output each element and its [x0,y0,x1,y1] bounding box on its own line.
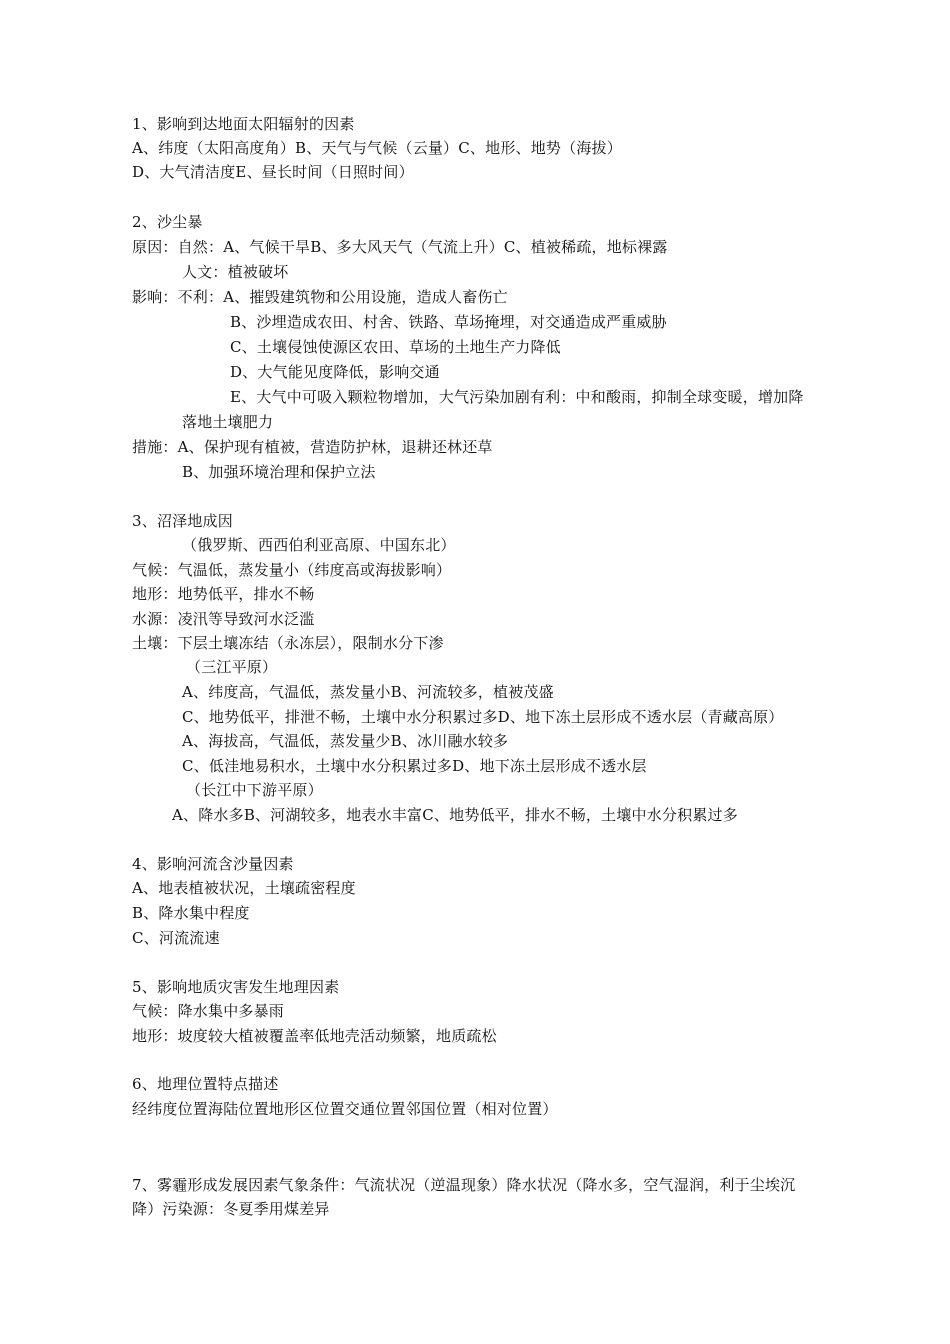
section-2-impact-c: C、土壤侵蚀使源区农田、草场的土地生产力降低 [230,338,561,356]
section-4-title: 4、影响河流含沙量因素 [132,855,294,873]
section-2-cause-human: 人文：植被破坏 [182,263,289,281]
section-2-measure-a: 措施：A、保护现有植被，营造防护林，退耕还林还草 [132,438,493,456]
section-3-water: 水源：凌汛等导致河水泛滥 [132,610,315,628]
section-4-item-c: C、河流流速 [132,929,220,947]
section-3-terrain: 地形：地势低平，排水不畅 [132,585,315,603]
section-2-impact-a: 影响：不利：A、摧毁建筑物和公用设施，造成人畜伤亡 [132,288,508,306]
section-3-region-2-cd: C、地势低平，排泄不畅，土壤中水分积累过多D、地下冻土层形成不透水层（青藏高原） [182,708,784,726]
section-2-impact-d: D、大气能见度降低，影响交通 [230,363,440,381]
section-3-region-4: （长江中下游平原） [186,781,323,799]
section-4-item-b: B、降水集中程度 [132,904,250,922]
section-5-terrain: 地形：坡度较大植被覆盖率低地壳活动频繁，地质疏松 [132,1027,497,1045]
section-7-line-2: 降）污染源：冬夏季用煤差异 [132,1200,330,1218]
section-2-impact-e: E、大气中可吸入颗粒物增加，大气污染加剧有利：中和酸雨，抑制全球变暖，增加降 [230,388,804,406]
section-3-title: 3、沼泽地成因 [132,512,233,530]
section-2-measure-b: B、加强环境治理和保护立法 [182,463,376,481]
section-6-title: 6、地理位置特点描述 [132,1075,279,1093]
section-2-title: 2、沙尘暴 [132,213,203,231]
section-3-region-4-line: A、降水多B、河湖较多，地表水丰富C、地势低平，排水不畅，土壤中水分积累过多 [172,806,738,824]
section-2-impact-b: B、沙埋造成农田、村舍、铁路、草场掩埋，对交通造成严重威胁 [230,313,667,331]
section-3-climate: 气候：气温低，蒸发量小（纬度高或海拔影响） [132,561,452,579]
section-3-soil: 土壤：下层土壤冻结（永冻层），限制水分下渗 [132,634,444,652]
section-2-cause-natural: 原因：自然：A、气候干旱B、多大风天气（气流上升）C、植被稀疏，地标裸露 [132,238,668,256]
section-1-line-2: D、大气清洁度E、昼长时间（日照时间） [132,163,414,181]
section-5-climate: 气候：降水集中多暴雨 [132,1002,285,1020]
section-1-line-1: A、纬度（太阳高度角）B、天气与气候（云量）C、地形、地势（海拔） [132,139,622,157]
section-4-item-a: A、地表植被状况，土壤疏密程度 [132,879,356,897]
section-3-region-3-ab: A、海拔高，气温低，蒸发量少B、冰川融水较多 [182,732,509,750]
section-3-region-1: （俄罗斯、西西伯利亚高原、中国东北） [182,536,456,554]
section-3-region-2: （三江平原） [186,658,278,676]
section-2-impact-e-cont: 落地土壤肥力 [182,413,274,431]
section-6-line: 经纬度位置海陆位置地形区位置交通位置邻国位置（相对位置） [132,1100,558,1118]
section-7-line-1: 7、雾霾形成发展因素气象条件：气流状况（逆温现象）降水状况（降水多，空气湿润，利于尘埃沉 [132,1176,796,1194]
section-5-title: 5、影响地质灾害发生地理因素 [132,978,340,996]
section-1-title: 1、影响到达地面太阳辐射的因素 [132,115,355,133]
section-3-region-2-ab: A、纬度高，气温低，蒸发量小B、河流较多，植被茂盛 [182,683,554,701]
section-3-region-3-cd: C、低洼地易积水，土壤中水分积累过多D、地下冻土层形成不透水层 [182,757,647,775]
